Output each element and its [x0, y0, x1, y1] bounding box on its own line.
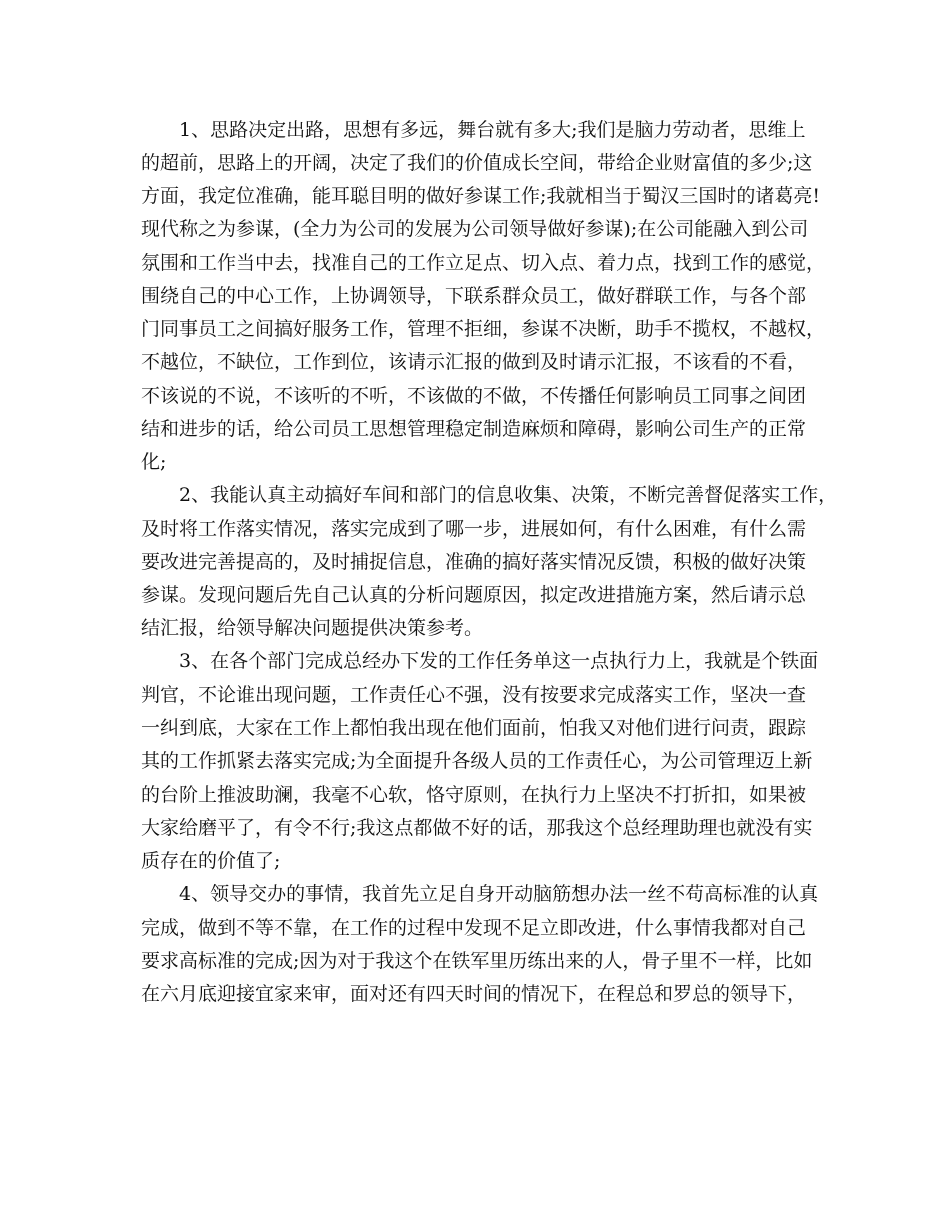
text-line: 质存在的价值了;: [141, 850, 281, 872]
text-line: 其的工作抓紧去落实完成;为全面提升各级人员的工作责任心，为公司管理迈上新: [141, 750, 813, 772]
text-line: 4、领导交办的事情，我首先立足自身开动脑筋想办法一丝不苟高标准的认真: [179, 883, 819, 905]
text-line: 一纠到底，大家在工作上都怕我出现在他们面前，怕我又对他们进行问责，跟踪: [141, 717, 807, 739]
text-line: 在六月底迎接宜家来审，面对还有四天时间的情况下，在程总和罗总的领导下，: [141, 983, 807, 1005]
text-line: 氛围和工作当中去，找准自己的工作立足点、切入点、着力点，找到工作的感觉，: [141, 252, 826, 274]
text-line: 不该说的不说，不该听的不听，不该做的不做，不传播任何影响员工同事之间团: [141, 385, 807, 407]
text-line: 的超前，思路上的开阔，决定了我们的价值成长空间，带给企业财富值的多少;这: [141, 152, 813, 174]
text-line: 不越位，不缺位，工作到位，该请示汇报的做到及时请示汇报，不该看的不看，: [141, 351, 807, 373]
text-line: 3、在各个部门完成总经办下发的工作任务单这一点执行力上，我就是个铁面: [179, 650, 819, 672]
text-line: 完成，做到不等不靠，在工作的过程中发现不足立即改进，什么事情我都对自己: [141, 917, 807, 939]
text-line: 方面，我定位准确，能耳聪目明的做好参谋工作;我就相当于蜀汉三国时的诸葛亮!: [141, 185, 821, 207]
text-line: 门同事员工之间搞好服务工作，管理不拒细，参谋不决断，助手不揽权，不越权，: [141, 318, 826, 340]
text-line: 现代称之为参谋，(全力为公司的发展为公司领导做好参谋);在公司能融入到公司: [141, 218, 809, 240]
text-line: 及时将工作落实情况，落实完成到了哪一步，进展如何，有什么困难，有什么需: [141, 518, 807, 540]
text-line: 围绕自己的中心工作，上协调领导，下联系群众员工，做好群联工作，与各个部: [141, 285, 807, 307]
text-line: 要求高标准的完成;因为对于我这个在铁军里历练出来的人，骨子里不一样，比如: [141, 950, 813, 972]
text-line: 大家给磨平了，有令不行;我这点都做不好的话，那我这个总经理助理也就没有实: [141, 817, 813, 839]
text-line: 判官，不论谁出现问题，工作责任心不强，没有按要求完成落实工作，坚决一查: [141, 684, 807, 706]
text-line: 2、我能认真主动搞好车间和部门的信息收集、决策，不断完善督促落实工作，: [179, 484, 838, 506]
text-line: 化;: [141, 451, 167, 473]
text-line: 参谋。发现问题后先自己认真的分析问题原因，拟定改进措施方案，然后请示总: [141, 584, 807, 606]
text-line: 结汇报，给领导解决问题提供决策参考。: [141, 617, 484, 639]
text-line: 1、思路决定出路，思想有多远，舞台就有多大;我们是脑力劳动者，思维上: [179, 119, 806, 141]
text-line: 结和进步的话，给公司员工思想管理稳定制造麻烦和障碍，影响公司生产的正常: [141, 418, 807, 440]
text-line: 要改进完善提高的，及时捕捉信息，准确的搞好落实情况反馈，积极的做好决策: [141, 551, 807, 573]
text-line: 的台阶上推波助澜，我毫不心软，恪守原则，在执行力上坚决不打折扣，如果被: [141, 784, 807, 806]
